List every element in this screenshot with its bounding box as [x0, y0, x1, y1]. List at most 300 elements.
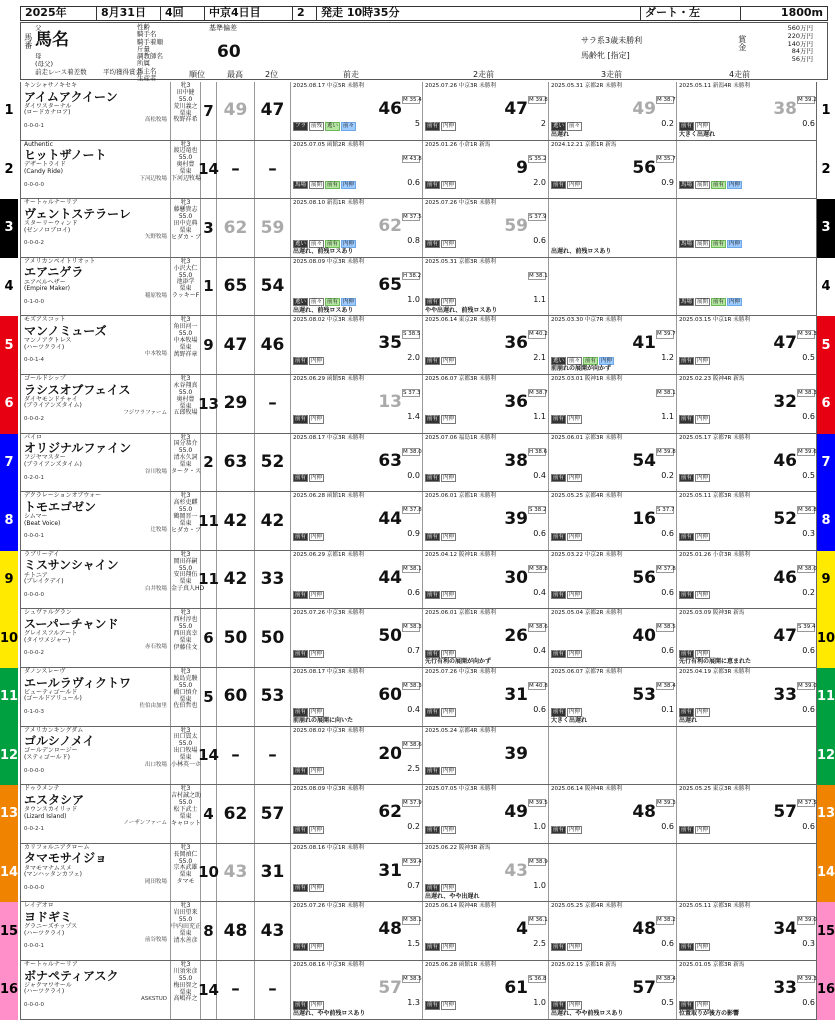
- past-race-4[interactable]: [677, 492, 818, 550]
- horse-row[interactable]: [0, 902, 835, 961]
- horse-name[interactable]: ラシスオブフェイス: [24, 382, 131, 397]
- pace-box: M 38.1: [403, 565, 422, 572]
- sire-name: サートゥルナーリア: [24, 199, 78, 207]
- race-tags: [679, 240, 743, 248]
- umaban-badge-left: 2: [0, 141, 18, 200]
- jockey-name[interactable]: 高杉吏麒: [173, 499, 198, 507]
- race-tag: 内伸: [443, 826, 455, 833]
- past-race-2[interactable]: [423, 609, 549, 667]
- umaban-badge-left: 15: [0, 902, 18, 961]
- past-race-1[interactable]: [291, 727, 423, 785]
- breeder-name: 小林英一ホ: [171, 761, 202, 769]
- horse-row[interactable]: [0, 258, 835, 317]
- race-figure: 40: [632, 626, 656, 647]
- race-figure: 47: [773, 626, 797, 647]
- race-figure: 33: [773, 978, 797, 998]
- race-figure: 31: [504, 685, 528, 705]
- race-tag: 前有: [681, 123, 693, 130]
- hensa-value: 60: [217, 42, 241, 62]
- margin-value: 2.5: [533, 939, 546, 949]
- horse-name[interactable]: アイムアクイーン: [24, 89, 118, 104]
- connections: [171, 82, 201, 140]
- jockey-name[interactable]: 永谷翔真: [173, 381, 198, 389]
- surface: ダート・左: [641, 7, 741, 20]
- race-figure: 30: [504, 567, 528, 588]
- dam-name: グラニーズチップス: [24, 923, 78, 931]
- race-figure: 38: [773, 99, 797, 119]
- jockey-name[interactable]: 田中健: [176, 88, 195, 96]
- horse-row[interactable]: [0, 492, 835, 551]
- past-race-2[interactable]: [423, 727, 549, 785]
- jockey-name[interactable]: 角田河一: [173, 323, 198, 331]
- past-race-1[interactable]: [291, 844, 423, 902]
- trainer-name[interactable]: 宗木武雄: [173, 864, 198, 872]
- race-note: 大きく出遅れ: [679, 130, 716, 138]
- race-header-line: 2025.07.05 中京3R 未勝利: [425, 786, 496, 793]
- connections: [171, 434, 201, 492]
- past-race-3[interactable]: [549, 316, 677, 374]
- race-tags: [425, 591, 457, 599]
- past-race-3[interactable]: [549, 199, 677, 257]
- horse-name[interactable]: オリジナルファイン: [24, 441, 132, 456]
- past-race-1[interactable]: [291, 434, 423, 492]
- past-race-4[interactable]: [677, 375, 818, 433]
- past-race-3[interactable]: [549, 492, 677, 550]
- jockey-name[interactable]: 国分恭介: [173, 440, 198, 448]
- past-race-4[interactable]: [677, 551, 818, 609]
- horse-name[interactable]: ゴルシノメイ: [24, 734, 95, 749]
- sex-age: 牝3: [180, 726, 191, 734]
- race-header-line: 2025.05.25 京都4R 未勝利: [551, 493, 622, 500]
- past-race-2[interactable]: [423, 492, 549, 550]
- pace-box: M 40.2: [529, 331, 548, 338]
- race-tag: 前有: [427, 240, 439, 247]
- horse-name[interactable]: ボナペティアスク: [24, 968, 119, 983]
- rank-value: 11: [201, 551, 217, 609]
- race-tag: 前有: [295, 768, 307, 775]
- race-tag: 内伸: [697, 1002, 709, 1009]
- horse-row[interactable]: [0, 844, 835, 903]
- past-race-2[interactable]: [423, 844, 549, 902]
- race-header-line: 2025.08.16 中京1R 未勝利: [293, 844, 364, 851]
- margin-value: 5: [414, 119, 420, 128]
- past-race-2[interactable]: [423, 82, 549, 140]
- past-race-2[interactable]: [423, 375, 549, 433]
- past-race-1[interactable]: [291, 375, 423, 433]
- trainer-name[interactable]: 中本牧場: [173, 337, 198, 345]
- jockey-name[interactable]: 岡田祥嗣: [173, 557, 198, 565]
- race-tag: 前有: [553, 475, 565, 482]
- damsire-name: (ハーツクライ): [24, 929, 65, 937]
- farm-name: フジワラファーム: [123, 409, 167, 416]
- trainer-name[interactable]: 梅田智之: [173, 981, 198, 989]
- sex-age: 牝3: [180, 433, 191, 441]
- past-race-3[interactable]: [549, 727, 677, 785]
- past-race-3[interactable]: [549, 668, 677, 726]
- race-tags: [679, 415, 711, 423]
- margin-value: 0.6: [533, 529, 546, 539]
- trainer-name[interactable]: 田中克典: [173, 219, 198, 227]
- horse-name[interactable]: スーパーチャンド: [24, 616, 119, 631]
- horse-row[interactable]: [0, 141, 835, 200]
- race-header-line: 2025.06.29 京都1R 未勝利: [293, 551, 364, 558]
- damsire-name: (Lizard Island): [24, 812, 67, 820]
- damsire-name: (マンハッタンカフェ): [24, 871, 82, 879]
- best-rating: 48: [217, 902, 255, 960]
- margin-value: 0.6: [802, 998, 815, 1007]
- race-tag: 前有: [295, 650, 307, 657]
- past-race-3[interactable]: [549, 551, 677, 609]
- horse-row-body: [20, 375, 817, 434]
- second-rating: 52: [255, 434, 291, 492]
- past-race-2[interactable]: [423, 785, 549, 843]
- horse-name[interactable]: マンノミューズ: [24, 323, 107, 338]
- past-race-4[interactable]: [677, 199, 818, 257]
- race-header-line: 2025.06.22 阪神3R 新馬: [425, 844, 491, 851]
- race-tag: 内伸: [443, 182, 455, 189]
- race-tags: [293, 357, 325, 365]
- past-race-3[interactable]: [549, 375, 677, 433]
- trainer-name[interactable]: 清水久詞: [173, 454, 198, 462]
- past-race-1[interactable]: [291, 785, 423, 843]
- umaban-badge-left: 3: [0, 199, 18, 258]
- past-race-4[interactable]: [677, 316, 818, 374]
- race-tag: 前有: [681, 1002, 693, 1009]
- career-record: 0-0-0-1: [24, 123, 44, 130]
- race-tags: [293, 943, 325, 951]
- race-tag: 内伸: [311, 709, 323, 716]
- margin-value: 0.4: [533, 587, 546, 597]
- race-tag: 前有: [427, 885, 439, 892]
- horse-row[interactable]: [0, 785, 835, 844]
- horse-name[interactable]: エスタシア: [24, 792, 85, 807]
- past-race-2[interactable]: [423, 141, 549, 199]
- race-number: 2: [293, 7, 317, 20]
- race-tags: [425, 767, 457, 775]
- umaban-badge-right: 9: [817, 551, 835, 610]
- margin-value: 0.6: [802, 119, 815, 128]
- pace-box: M 39.3: [798, 331, 817, 338]
- race-tags: [293, 415, 325, 423]
- past-race-4[interactable]: [677, 844, 818, 902]
- past-race-2[interactable]: [423, 668, 549, 726]
- best-rating: –: [217, 727, 255, 785]
- past-race-4[interactable]: [677, 434, 818, 492]
- damsire-name: (ゼンノロブロイ): [24, 226, 71, 234]
- umaban-badge-left: 9: [0, 551, 18, 610]
- second-rating: 42: [255, 492, 291, 550]
- race-class: サラ系3歳未勝利: [581, 36, 643, 45]
- race-tags: [293, 884, 325, 892]
- horse-name[interactable]: ヨドギミ: [24, 909, 73, 924]
- trainer-name[interactable]: 鶴岡晋一: [173, 512, 198, 520]
- race-tag: 前有: [681, 416, 693, 423]
- race-figure: 34: [773, 919, 797, 940]
- pace-box: M 39.5: [529, 800, 548, 807]
- trainer-name[interactable]: 奥村豊: [176, 161, 195, 169]
- race-note: 出遅れ: [551, 130, 570, 138]
- jockey-name[interactable]: 川須栄彦: [173, 967, 198, 975]
- jockey-name[interactable]: 藤懸貴志: [173, 206, 198, 214]
- jockey-name[interactable]: 鮫島克駿: [173, 674, 198, 682]
- past-race-4[interactable]: [677, 727, 818, 785]
- race-tag: 前有: [295, 592, 307, 599]
- race-tag: 内伸: [729, 299, 741, 306]
- jockey-name[interactable]: 西村淳也: [173, 616, 198, 624]
- past-race-2[interactable]: [423, 902, 549, 960]
- umaban-badge-left: 12: [0, 727, 18, 786]
- farm-name: 岡田牧場: [144, 878, 167, 885]
- horse-row[interactable]: [0, 316, 835, 375]
- horse-row[interactable]: [0, 668, 835, 727]
- past-race-2[interactable]: [423, 551, 549, 609]
- horse-row[interactable]: [0, 961, 835, 1020]
- past-race-3[interactable]: [549, 785, 677, 843]
- past-race-1[interactable]: [291, 492, 423, 550]
- margin-value: 0.6: [661, 587, 674, 597]
- past-race-2[interactable]: [423, 961, 549, 1019]
- horse-name[interactable]: エアニゲラ: [24, 265, 84, 280]
- race-tag: 前々: [343, 123, 355, 130]
- past-race-4[interactable]: [677, 141, 818, 199]
- sex-age: 牝3: [180, 609, 191, 617]
- race-tag: 内伸: [569, 475, 581, 482]
- pace-box: M 38.7: [529, 390, 548, 396]
- race-tag: 馬場: [295, 182, 307, 189]
- margin-value: 0.6: [407, 177, 420, 187]
- connections: [171, 727, 201, 785]
- horse-row-body: [20, 668, 817, 727]
- race-tag: 前有: [553, 1002, 565, 1009]
- race-header-line: 2025.02.15 京都1R 新馬: [551, 962, 617, 968]
- race-header-line: 2025.03.22 中京2R 未勝利: [551, 551, 622, 558]
- race-header-line: 2025.06.14 阪神4R 未勝利: [551, 786, 622, 793]
- past-race-3[interactable]: [549, 434, 677, 492]
- rank-value: 13: [201, 375, 217, 433]
- trainer-name[interactable]: 橋口慎介: [173, 688, 198, 696]
- dam-name: タウンスカイリッド: [24, 805, 78, 813]
- margin-value: 0.2: [407, 822, 420, 832]
- race-tag: 前有: [585, 357, 597, 364]
- horse-row[interactable]: [0, 727, 835, 786]
- jockey-name[interactable]: 岩田望来: [173, 909, 198, 917]
- dam-name: シムマー: [24, 512, 48, 520]
- connections: [171, 844, 201, 902]
- race-header-line: 2025.06.01 京都1R 未勝利: [425, 610, 496, 617]
- trainer-name[interactable]: 西田真幸: [173, 630, 198, 638]
- race-figure: 59: [504, 216, 528, 237]
- pace-box: M 43.8: [403, 155, 422, 162]
- race-tag: 内伸: [443, 768, 455, 775]
- past-race-3[interactable]: [549, 961, 677, 1019]
- pace-box: M 38.0: [798, 565, 817, 572]
- carried-weight: 55.0: [178, 974, 193, 982]
- carried-weight: 55.0: [178, 388, 193, 396]
- rank-value: 11: [201, 492, 217, 550]
- margin-value: 0.9: [661, 177, 674, 187]
- pace-box: M 37.8: [403, 507, 422, 514]
- past-race-2[interactable]: [423, 316, 549, 374]
- breeder-name: キャロット: [171, 819, 201, 827]
- race-tag: 前有: [553, 592, 565, 599]
- connections: [171, 609, 201, 667]
- best-rating: 65: [217, 258, 255, 316]
- past-race-1[interactable]: [291, 551, 423, 609]
- pace-box: M 39.8: [529, 97, 548, 103]
- jockey-name[interactable]: 吉村誠之助: [171, 792, 202, 800]
- past-race-3[interactable]: [549, 141, 677, 199]
- past-race-4[interactable]: [677, 902, 818, 960]
- race3-header: 3走前: [601, 70, 623, 79]
- past-race-3[interactable]: [549, 82, 677, 140]
- trainer-name[interactable]: 松下武士: [173, 805, 198, 813]
- horse-name[interactable]: ミスサンシャイン: [24, 558, 119, 573]
- second-rating: 50: [255, 609, 291, 667]
- race-tags: [293, 298, 357, 306]
- career-record: 0-0-0-1: [24, 943, 44, 950]
- trainer-name[interactable]: 中内田充正: [171, 923, 202, 931]
- distance: 1800m: [780, 6, 823, 20]
- horse-row-body: [20, 551, 817, 610]
- race-tag: 内伸: [697, 826, 709, 833]
- past-race-3[interactable]: [549, 844, 677, 902]
- horse-row[interactable]: [0, 434, 835, 493]
- past-race-3[interactable]: [549, 902, 677, 960]
- second-rating: 43: [255, 902, 291, 960]
- horse-row-body: [20, 82, 817, 141]
- past-race-1[interactable]: [291, 141, 423, 199]
- race-figure: 52: [773, 509, 797, 530]
- umaban-badge-right: 3: [817, 199, 835, 258]
- past-race-4[interactable]: [677, 609, 818, 667]
- past-race-1[interactable]: [291, 258, 423, 316]
- race-note: 出遅れ: [679, 716, 698, 724]
- race-tags: [551, 415, 583, 423]
- breeder-name: 下河辺牧場: [171, 175, 202, 183]
- trainer-name[interactable]: 安田翔伍: [173, 571, 198, 579]
- horse-name[interactable]: ヴェントステラーレ: [24, 206, 131, 221]
- horse-info: [21, 258, 171, 316]
- umaban-badge-right: 13: [817, 785, 835, 844]
- race-tag: 前有: [553, 182, 565, 189]
- past-race-1[interactable]: [291, 668, 423, 726]
- past-race-2[interactable]: [423, 199, 549, 257]
- past-race-3[interactable]: [549, 609, 677, 667]
- trainer-name[interactable]: 荒川義之: [173, 102, 198, 110]
- trainer-name[interactable]: 奥村豊: [176, 395, 195, 403]
- race-tag: 前有: [427, 123, 439, 130]
- race-header-line: 2025.06.07 京都3R 未勝利: [425, 376, 496, 382]
- race-figure: 20: [378, 743, 402, 764]
- horse-name[interactable]: ヒットザノート: [24, 148, 107, 163]
- margin-value: 0.4: [407, 705, 420, 714]
- race-tags: [679, 181, 743, 189]
- rank-value: 1: [201, 258, 217, 316]
- race-tags: [425, 415, 457, 423]
- past-race-1[interactable]: [291, 199, 423, 257]
- race-tag: 前有: [427, 592, 439, 599]
- race-figure: 16: [632, 509, 656, 530]
- race-tag: 内伸: [697, 475, 709, 482]
- race-tags: [551, 1001, 583, 1009]
- horse-row[interactable]: [0, 82, 835, 141]
- jockey-name[interactable]: 長岡禎仁: [173, 850, 198, 858]
- race-tags: [551, 357, 615, 365]
- best-rating: 43: [217, 844, 255, 902]
- best-header: 最高: [227, 70, 243, 79]
- race-tags: [551, 591, 583, 599]
- horse-row[interactable]: [0, 609, 835, 668]
- past-race-4[interactable]: [677, 82, 818, 140]
- jockey-name[interactable]: 田口貫太: [173, 733, 198, 741]
- past-race-1[interactable]: [291, 902, 423, 960]
- race-tags: [425, 533, 457, 541]
- past-race-1[interactable]: [291, 961, 423, 1019]
- margin-value: 0.6: [661, 822, 674, 832]
- pace-box: M 38.5: [657, 624, 676, 631]
- dam-name: エアベルヘザー: [24, 278, 66, 286]
- past-race-1[interactable]: [291, 316, 423, 374]
- umaban-badge-left: 8: [0, 492, 18, 551]
- stable: 栗東: [179, 695, 192, 703]
- damsire-name: (ロードカナロア): [24, 109, 71, 117]
- dam-name: ジャクマワサール: [24, 981, 72, 989]
- pace-box: M 38.6: [529, 624, 548, 631]
- past-race-4[interactable]: [677, 258, 818, 316]
- breeder-name: 清水善彦: [173, 936, 198, 944]
- jockey-name[interactable]: 小沢大仁: [173, 264, 198, 272]
- past-race-4[interactable]: [677, 961, 818, 1019]
- race-figure: 26: [504, 626, 528, 647]
- connections: [171, 492, 201, 550]
- race-tag: 前有: [427, 357, 439, 364]
- carried-weight: 55.0: [178, 271, 193, 279]
- past-race-2[interactable]: [423, 258, 549, 316]
- horse-name[interactable]: トモエゴゼン: [24, 499, 97, 514]
- race-figure: 57: [378, 978, 402, 998]
- horse-info: [21, 785, 171, 843]
- jockey-name[interactable]: 渡辺竜也: [173, 147, 198, 155]
- margin-value: 1.1: [533, 412, 546, 421]
- past-race-1[interactable]: [291, 609, 423, 667]
- past-race-1[interactable]: [291, 82, 423, 140]
- past-race-3[interactable]: [549, 258, 677, 316]
- second-rating: –: [255, 961, 291, 1019]
- trainer-name[interactable]: 池添学: [176, 278, 195, 286]
- horse-row[interactable]: [0, 375, 835, 434]
- margin-value: 0.8: [407, 236, 420, 246]
- past-race-4[interactable]: [677, 785, 818, 843]
- horse-row[interactable]: [0, 199, 835, 258]
- trainer-name[interactable]: 出口牧場: [173, 747, 198, 755]
- race-tag: 内伸: [443, 943, 455, 950]
- race-header-line: 2025.05.11 京都3R 未勝利: [679, 903, 750, 910]
- race-figure: 4: [516, 919, 528, 940]
- past-race-4[interactable]: [677, 668, 818, 726]
- horse-name[interactable]: エールラヴィクトワ: [24, 675, 132, 690]
- connections: [171, 375, 201, 433]
- horse-row-body: [20, 199, 817, 258]
- race-tags: [425, 298, 457, 306]
- horse-name[interactable]: タマモサイジョ: [24, 851, 107, 866]
- horse-row[interactable]: [0, 551, 835, 610]
- pace-box: M 37.5: [798, 800, 817, 807]
- pace-box: M 38.1: [529, 272, 548, 279]
- connections: [171, 668, 201, 726]
- past-race-2[interactable]: [423, 434, 549, 492]
- race-kai: 4回: [161, 7, 205, 20]
- race-tag: フラ: [295, 123, 307, 130]
